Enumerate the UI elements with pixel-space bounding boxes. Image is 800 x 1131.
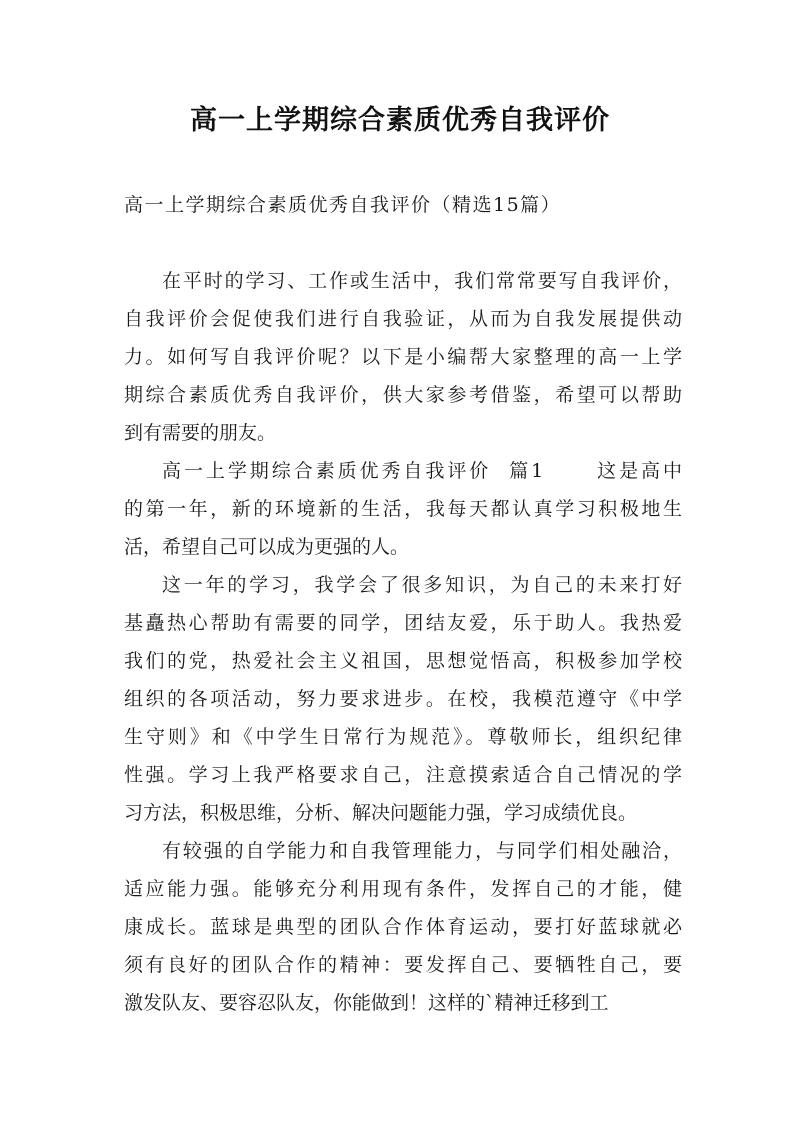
- text-line: 这一年的学习，我学会了很多知识，为自己的未来打好: [162, 574, 682, 596]
- text-line: 性强。学习上我严格要求自己，注意摸索适合自己情况的学: [124, 764, 682, 786]
- text-line: 康成长。蓝球是典型的团队合作体育运动，要打好蓝球就必: [124, 916, 682, 938]
- text-line: 在平时的学习、工作或生活中，我们常常要写自我评价，: [162, 270, 682, 292]
- page-title: 高一上学期综合素质优秀自我评价: [190, 105, 610, 136]
- text-line: 生守则》和《中学生日常行为规范》。尊敬师长，组织纪律: [124, 726, 682, 748]
- text-line: 的第一年，新的环境新的生活，我每天都认真学习积极地生: [124, 498, 682, 520]
- page-subtitle: 高一上学期综合素质优秀自我评价（精选15篇）: [124, 194, 562, 216]
- text-line: 高一上学期综合素质优秀自我评价 篇1 这是高中: [162, 460, 682, 482]
- text-line: 习方法，积极思维，分析、解决问题能力强，学习成绩优良。: [124, 802, 638, 824]
- text-line: 到有需要的朋友。: [124, 422, 277, 444]
- text-line: 适应能力强。能够充分利用现有条件，发挥自己的才能，健: [124, 878, 682, 900]
- text-line: 组织的各项活动，努力要求进步。在校，我模范遵守《中学: [124, 688, 682, 710]
- text-line: 基矗热心帮助有需要的同学，团结友爱，乐于助人。我热爱: [124, 612, 682, 634]
- text-line: 我们的党，热爱社会主义祖国，思想觉悟高，积极参加学校: [124, 650, 682, 672]
- text-line: 须有良好的团队合作的精神：要发挥自己、要牺牲自己，要: [124, 954, 682, 976]
- text-line: 力。如何写自我评价呢？以下是小编帮大家整理的高一上学: [124, 346, 682, 368]
- body-paragraph: [124, 262, 682, 452]
- body-paragraph: [124, 452, 682, 566]
- text-line: 期综合素质优秀自我评价，供大家参考借鉴，希望可以帮助: [124, 384, 682, 406]
- text-line: 自我评价会促使我们进行自我验证，从而为自我发展提供动: [124, 308, 682, 330]
- document-body: [124, 262, 682, 1022]
- text-line: 活，希望自己可以成为更强的人。: [124, 536, 410, 558]
- text-line: 有较强的自学能力和自我管理能力，与同学们相处融洽，: [162, 840, 682, 862]
- body-paragraph: [124, 566, 682, 832]
- body-paragraph: [124, 832, 682, 1022]
- text-line: 激发队友、要容忍队友，你能做到！这样的`精神迁移到工: [124, 992, 609, 1014]
